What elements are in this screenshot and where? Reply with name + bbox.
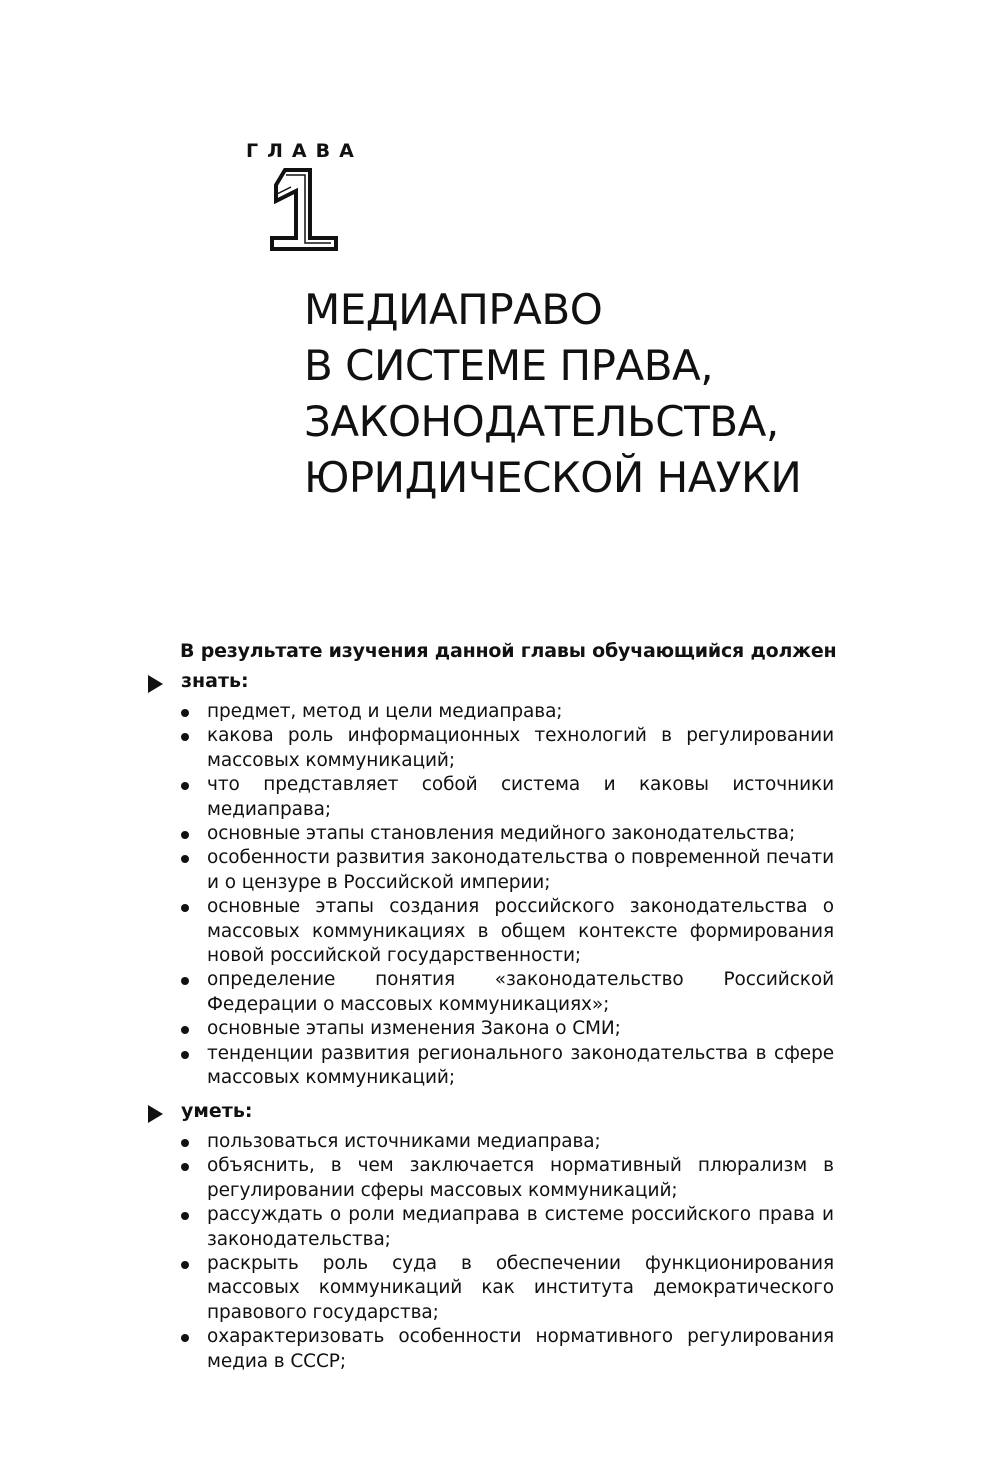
list-item: основные этапы становления медийного законодательства; <box>180 822 834 846</box>
bullet-icon <box>181 831 189 839</box>
bullet-icon <box>181 977 189 985</box>
arrow-right-icon <box>148 675 163 693</box>
bullet-icon <box>181 904 189 912</box>
chapter-title-line: ЗАКОНОДАТЕЛЬСТВА, <box>304 397 779 446</box>
list-item: особенности развития законодательства о повременной печати и о цензуре в Российской империи; <box>180 846 834 895</box>
bullet-icon <box>181 1212 189 1220</box>
arrow-right-icon <box>148 1105 163 1123</box>
chapter-label: ГЛАВА <box>246 140 363 162</box>
bullet-icon <box>181 1261 189 1269</box>
able-list <box>180 1130 834 1374</box>
learning-outcomes-intro: В результате изучения данной главы обучающийся должен <box>180 640 837 662</box>
list-item: тенденции развития регионального законодательства в сфере массовых коммуникаций; <box>180 1042 834 1091</box>
list-item: какова роль информационных технологий в регулировании массовых коммуникаций; <box>180 724 834 773</box>
chapter-number <box>266 165 342 253</box>
know-label: знать: <box>181 670 249 692</box>
bullet-icon <box>181 733 189 741</box>
bullet-icon <box>181 1163 189 1171</box>
able-label: уметь: <box>181 1100 253 1122</box>
bullet-icon <box>181 709 189 717</box>
chapter-number-text: 1 <box>304 225 305 226</box>
list-item: раскрыть роль суда в обеспечении функционирования массовых коммуникаций как института демократического правового государства; <box>180 1252 834 1325</box>
bullet-icon <box>181 1139 189 1147</box>
list-item: объяснить, в чем заключается нормативный плюрализм в регулировании сферы массовых коммуникаций; <box>180 1154 834 1203</box>
list-item: основные этапы изменения Закона о СМИ; <box>180 1017 834 1041</box>
chapter-title <box>304 282 801 506</box>
chapter-title-line: В СИСТЕМЕ ПРАВА, <box>304 341 714 390</box>
list-item: что представляет собой система и каковы источники медиаправа; <box>180 773 834 822</box>
bullet-icon <box>181 1051 189 1059</box>
list-item: охарактеризовать особенности нормативного регулирования медиа в СССР; <box>180 1325 834 1374</box>
bullet-icon <box>181 855 189 863</box>
bullet-icon <box>181 782 189 790</box>
bullet-icon <box>181 1334 189 1342</box>
bullet-icon <box>181 1026 189 1034</box>
list-item: рассуждать о роли медиаправа в системе российского права и законодательства; <box>180 1203 834 1252</box>
list-item: основные этапы создания российского законодательства о массовых коммуникациях в общем контексте формирования новой российской государственности; <box>180 895 834 968</box>
know-list <box>180 700 834 1091</box>
list-item: пользоваться источниками медиаправа; <box>180 1130 834 1154</box>
list-item: предмет, метод и цели медиаправа; <box>180 700 834 724</box>
list-item: определение понятия «законодательство Российской Федерации о массовых коммуникациях»; <box>180 968 834 1017</box>
chapter-title-line: ЮРИДИЧЕСКОЙ НАУКИ <box>304 453 802 502</box>
chapter-title-line: МЕДИАПРАВО <box>304 285 603 334</box>
